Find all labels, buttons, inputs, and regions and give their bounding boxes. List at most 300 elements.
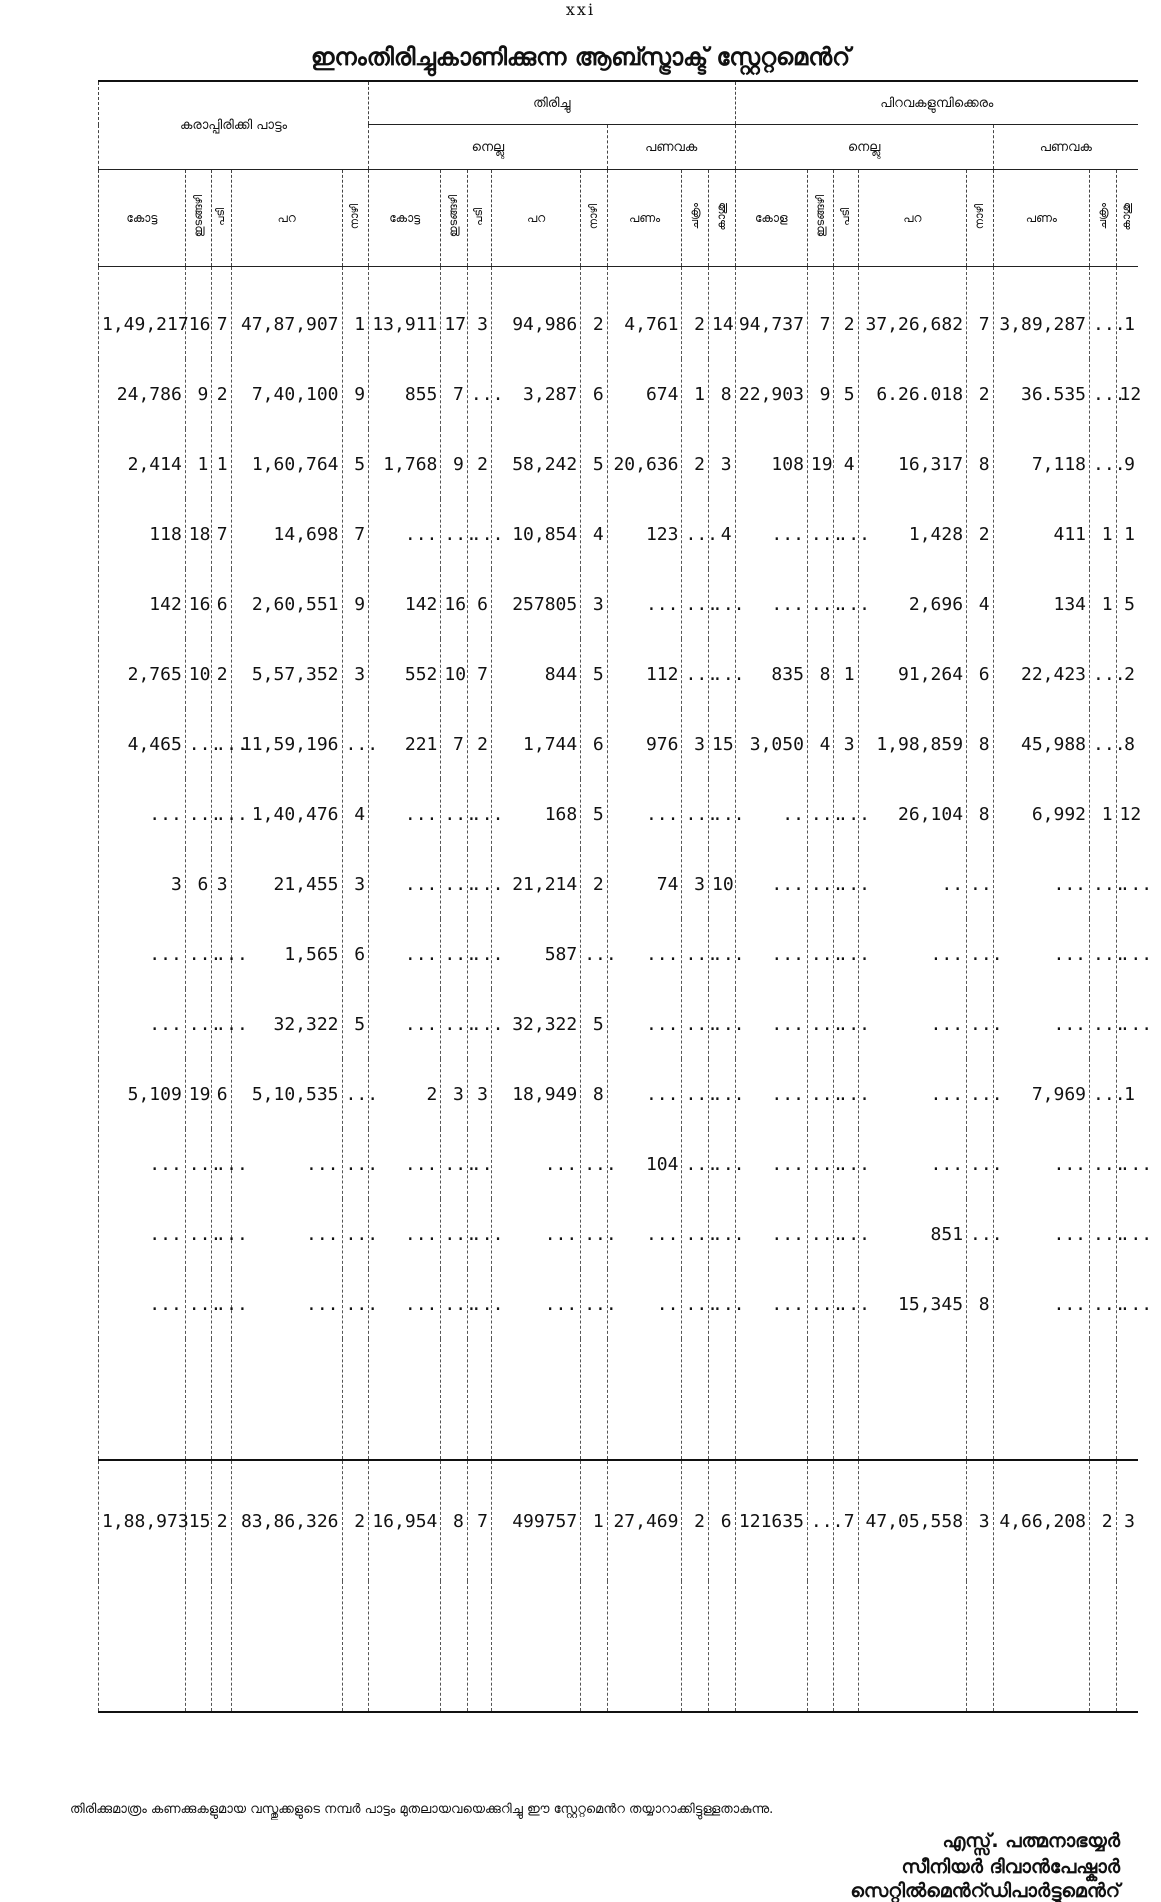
table-cell: ... [967, 1059, 994, 1129]
table-cell: ... [735, 1199, 807, 1269]
table-cell [369, 1339, 441, 1460]
table-cell: ... [1090, 639, 1117, 709]
header-kola: കോള [735, 170, 807, 267]
table-row [99, 359, 1139, 429]
table-cell: 7 [212, 499, 231, 569]
table-cell: ... [993, 1199, 1089, 1269]
table-cell: ... [369, 1129, 441, 1199]
table-cell: ... [834, 989, 858, 1059]
table-cell: ... [467, 499, 491, 569]
table-cell: 9 [1116, 429, 1138, 499]
table-cell: 6 [212, 569, 231, 639]
table-cell: 6 [967, 639, 994, 709]
table-cell: 16 [185, 267, 212, 360]
table-cell [682, 1581, 709, 1712]
table-cell: ... [807, 849, 834, 919]
table-cell: 8 [807, 639, 834, 709]
table-cell: 5,57,352 [231, 639, 342, 709]
table-cell: 499757 [492, 1460, 581, 1581]
table-cell: ... [231, 1199, 342, 1269]
table-cell: 1,49,217 [99, 267, 186, 360]
table-row [99, 779, 1139, 849]
table-cell: ... [1090, 267, 1117, 360]
table-cell: 168 [492, 779, 581, 849]
table-row [99, 499, 1139, 569]
table-cell: ... [834, 569, 858, 639]
table-cell: ... [441, 1129, 468, 1199]
table-cell: 58,242 [492, 429, 581, 499]
table-cell: ... [1090, 1129, 1117, 1199]
table-row [99, 989, 1139, 1059]
table-cell: 2 [1090, 1460, 1117, 1581]
table-cell: ... [967, 1129, 994, 1199]
table-cell: 74 [607, 849, 682, 919]
table-cell [858, 1581, 967, 1712]
table-cell: ... [185, 709, 212, 779]
table-cell: 1,40,476 [231, 779, 342, 849]
table-cell: 12 [1116, 359, 1138, 429]
table-cell: 6 [185, 849, 212, 919]
table-cell: ... [492, 1129, 581, 1199]
table-cell: 844 [492, 639, 581, 709]
table-cell: ... [858, 1129, 967, 1199]
table-cell: 552 [369, 639, 441, 709]
table-cell: ... [467, 1199, 491, 1269]
table-cell: 8 [581, 1059, 608, 1129]
table-cell: 11,59,196 [231, 709, 342, 779]
table-cell: 221 [369, 709, 441, 779]
table-row [99, 919, 1139, 989]
table-cell: 142 [99, 569, 186, 639]
header-kotta: കോട്ട [99, 170, 186, 267]
table-cell: ... [807, 1059, 834, 1129]
table-cell: 9 [342, 359, 369, 429]
table-cell: 835 [735, 639, 807, 709]
table-row [99, 1129, 1139, 1199]
table-cell: ... [735, 1059, 807, 1129]
table-cell [607, 1581, 682, 1712]
table-cell: 2,414 [99, 429, 186, 499]
table-cell [231, 1581, 342, 1712]
table-cell: 587 [492, 919, 581, 989]
table-cell: 1 [682, 359, 709, 429]
table-cell: 142 [369, 569, 441, 639]
table-cell: .. [858, 849, 967, 919]
table-cell: ... [807, 1199, 834, 1269]
table-cell [735, 1581, 807, 1712]
table-cell: 7 [441, 359, 468, 429]
table-cell: 1 [1090, 569, 1117, 639]
table-cell: ... [1090, 1199, 1117, 1269]
table-cell: .. [735, 779, 807, 849]
header-para: പറ [858, 170, 967, 267]
table-cell [682, 1339, 709, 1460]
table-cell: 21,455 [231, 849, 342, 919]
table-cell: 32,322 [492, 989, 581, 1059]
table-cell: ... [1116, 989, 1138, 1059]
table-cell: ... [212, 709, 231, 779]
table-cell: 3 [342, 639, 369, 709]
spacer-row [99, 1339, 1139, 1460]
table-cell [441, 1339, 468, 1460]
table-cell: ... [441, 1269, 468, 1339]
ledger-body [99, 267, 1153, 1713]
table-cell: ... [212, 919, 231, 989]
table-cell: ... [212, 779, 231, 849]
table-cell: ... [682, 1269, 709, 1339]
table-cell: 2 [342, 1460, 369, 1581]
table-cell: ... [185, 1129, 212, 1199]
table-cell: 7 [342, 499, 369, 569]
table-cell: 2 [682, 267, 709, 360]
table-cell: 6 [581, 359, 608, 429]
table-cell: 2 [212, 1460, 231, 1581]
table-cell: ... [682, 1059, 709, 1129]
table-cell [709, 1581, 736, 1712]
header-idangazhi: ഇടങ്ങഴി [441, 170, 468, 267]
table-cell [993, 1339, 1089, 1460]
table-cell [212, 1339, 231, 1460]
table-cell: ... [185, 1199, 212, 1269]
table-cell: 47,87,907 [231, 267, 342, 360]
table-cell: ... [735, 499, 807, 569]
table-cell: 94,737 [735, 267, 807, 360]
table-cell: 4 [834, 429, 858, 499]
table-cell: ... [441, 499, 468, 569]
table-cell: 1 [1090, 779, 1117, 849]
table-cell [993, 1581, 1089, 1712]
table-cell: 5,109 [99, 1059, 186, 1129]
table-cell [231, 1339, 342, 1460]
footnote: തിരിക്കുമാത്രം കണക്കുകളുമായ വസ്തുക്കളുടെ നമ്പർ പാട്ടം മുതലായവയെക്കുറിച്ചു ഈ സ്റ്റേറ്റമെൻറ തയ്യാറാക്കിട്ടുള്ളതാകുന്നു. [70, 1802, 774, 1817]
table-cell: 16 [185, 569, 212, 639]
header-idangazhi: ഇടങ്ങഴി [185, 170, 212, 267]
table-cell [967, 1581, 994, 1712]
table-cell: 5 [581, 429, 608, 499]
header-para: പറ [231, 170, 342, 267]
table-cell: 5 [581, 989, 608, 1059]
table-cell: ... [834, 1269, 858, 1339]
header-group-karappirikki: കരാപ്പിരിക്കി പാട്ടം [99, 81, 369, 170]
table-cell: .. [607, 1269, 682, 1339]
table-cell: ... [682, 989, 709, 1059]
table-cell [834, 1339, 858, 1460]
table-cell [1090, 1339, 1117, 1460]
table-cell: ... [967, 919, 994, 989]
table-cell: ... [709, 1269, 736, 1339]
table-cell: ... [807, 779, 834, 849]
table-cell: 3 [682, 849, 709, 919]
table-cell: 1 [1116, 1059, 1138, 1129]
signature-name: എസ്സ്. പത്മനാഭയ്യർ [942, 1830, 1120, 1852]
table-cell: ... [369, 989, 441, 1059]
table-cell: ... [1090, 359, 1117, 429]
table-cell: ... [99, 989, 186, 1059]
table-cell: ... [581, 919, 608, 989]
table-cell: 1,60,764 [231, 429, 342, 499]
table-cell [967, 1339, 994, 1460]
table-cell: ... [682, 639, 709, 709]
table-cell: 4,465 [99, 709, 186, 779]
table-cell: 112 [607, 639, 682, 709]
table-cell: 12 [1116, 779, 1138, 849]
table-cell: ... [709, 639, 736, 709]
table-cell: 5 [342, 989, 369, 1059]
table-cell: ... [99, 1269, 186, 1339]
table-cell: 123 [607, 499, 682, 569]
table-cell: ... [682, 569, 709, 639]
table-cell: 2 [369, 1059, 441, 1129]
table-cell: ... [212, 1199, 231, 1269]
table-row [99, 1269, 1139, 1339]
table-cell: ... [858, 1059, 967, 1129]
table-cell: ... [1116, 919, 1138, 989]
table-cell: 24,786 [99, 359, 186, 429]
header-idangazhi: ഇടങ്ങഴി [807, 170, 834, 267]
table-cell: ... [682, 1199, 709, 1269]
table-cell: 47,05,558 [858, 1460, 967, 1581]
table-cell: ... [993, 1269, 1089, 1339]
table-cell: 6 [467, 569, 491, 639]
table-cell: ... [834, 849, 858, 919]
table-cell: ... [858, 989, 967, 1059]
table-tail [99, 1581, 1139, 1712]
table-cell: 16 [441, 569, 468, 639]
table-cell: ... [682, 779, 709, 849]
table-cell: 8 [1116, 709, 1138, 779]
table-cell: ... [807, 1460, 834, 1581]
table-cell: ... [709, 1199, 736, 1269]
table-cell: 3 [441, 1059, 468, 1129]
table-cell: 1,98,859 [858, 709, 967, 779]
table-cell: ... [467, 849, 491, 919]
table-cell: 7,40,100 [231, 359, 342, 429]
table-cell: 674 [607, 359, 682, 429]
table-cell: 7 [967, 267, 994, 360]
header-sub-nellu-b: നെല്ലു [369, 125, 608, 170]
header-kasu: കാശു [1116, 170, 1138, 267]
table-cell: ... [807, 1129, 834, 1199]
table-cell [581, 1339, 608, 1460]
table-cell: 257805 [492, 569, 581, 639]
table-cell: 2,60,551 [231, 569, 342, 639]
table-cell: 5 [1116, 569, 1138, 639]
table-cell: 18,949 [492, 1059, 581, 1129]
table-cell: 1 [342, 267, 369, 360]
table-cell: ... [369, 1199, 441, 1269]
table-cell: 3 [709, 429, 736, 499]
table-cell: 8 [967, 1269, 994, 1339]
table-cell: 14,698 [231, 499, 342, 569]
header-padi: പടി [834, 170, 858, 267]
page-title: ഇനംതിരിച്ചുകാണിക്കുന്ന ആബ്സ്ട്രാക്ട് സ്റ്റേറ്റമെൻറ് [310, 42, 851, 71]
table-cell: 5 [342, 429, 369, 499]
table-cell: ... [581, 1269, 608, 1339]
table-cell: ... [807, 499, 834, 569]
table-cell: 3,287 [492, 359, 581, 429]
header-nazhi: നാഴി [967, 170, 994, 267]
table-cell: 4,761 [607, 267, 682, 360]
table-cell: 7 [467, 1460, 491, 1581]
table-cell: 94,986 [492, 267, 581, 360]
table-cell: 2 [834, 267, 858, 360]
table-cell: 83,86,326 [231, 1460, 342, 1581]
table-cell: ... [709, 989, 736, 1059]
table-cell: 6 [709, 1460, 736, 1581]
table-cell: 4 [807, 709, 834, 779]
table-cell: 2,765 [99, 639, 186, 709]
table-cell: ... [1116, 849, 1138, 919]
table-cell: 855 [369, 359, 441, 429]
table-cell: ... [1090, 849, 1117, 919]
table-cell: ... [467, 779, 491, 849]
table-cell: 9 [185, 359, 212, 429]
table-cell: 411 [993, 499, 1089, 569]
table-cell: ... [581, 1129, 608, 1199]
table-cell: ... [467, 989, 491, 1059]
table-cell: 2 [967, 359, 994, 429]
table-cell [1116, 1339, 1138, 1460]
header-panam: പണം [607, 170, 682, 267]
table-row [99, 849, 1139, 919]
table-cell: ... [441, 779, 468, 849]
table-cell: .. [467, 1129, 491, 1199]
table-cell [1116, 1581, 1138, 1712]
table-cell: ... [735, 989, 807, 1059]
table-cell: 16,954 [369, 1460, 441, 1581]
table-cell: 10 [441, 639, 468, 709]
table-cell: ... [607, 919, 682, 989]
table-cell: 4 [342, 779, 369, 849]
table-cell: 15,345 [858, 1269, 967, 1339]
table-cell: ... [185, 1269, 212, 1339]
header-group-piravakal: പിറവകളുമ്പിക്കെരം [735, 81, 1138, 125]
page-number: xxi [565, 0, 596, 19]
table-cell: ... [467, 1269, 491, 1339]
table-cell: ... [993, 989, 1089, 1059]
table-cell: ... [607, 779, 682, 849]
table-cell [342, 1581, 369, 1712]
table-cell: 5 [581, 639, 608, 709]
table-cell [1090, 1581, 1117, 1712]
table-cell: 1,428 [858, 499, 967, 569]
table-cell: 27,469 [607, 1460, 682, 1581]
header-kotta: കോട്ട [369, 170, 441, 267]
table-row [99, 1059, 1139, 1129]
table-cell: 10 [185, 639, 212, 709]
table-cell: ... [212, 1269, 231, 1339]
table-cell: ... [1090, 919, 1117, 989]
table-cell: ... [709, 919, 736, 989]
table-cell: 22,903 [735, 359, 807, 429]
table-cell: .. [967, 849, 994, 919]
header-sub-panavaka-c: പണവക [993, 125, 1138, 170]
table-cell: ... [441, 849, 468, 919]
table-cell: 22,423 [993, 639, 1089, 709]
table-cell: ... [607, 1199, 682, 1269]
table-cell: 1 [1116, 499, 1138, 569]
table-cell: ... [212, 989, 231, 1059]
table-cell: ... [231, 1269, 342, 1339]
table-cell: 104 [607, 1129, 682, 1199]
table-cell: 32,322 [231, 989, 342, 1059]
table-cell: ... [441, 919, 468, 989]
table-cell: ... [709, 1059, 736, 1129]
table-cell: 2 [467, 709, 491, 779]
table-cell: 6 [581, 709, 608, 779]
table-cell: 8 [967, 779, 994, 849]
table-cell: 108 [735, 429, 807, 499]
table-cell: ... [834, 1129, 858, 1199]
table-cell: 13,911 [369, 267, 441, 360]
header-kasu: കാശു [709, 170, 736, 267]
table-cell: ... [735, 849, 807, 919]
table-cell [185, 1339, 212, 1460]
table-row [99, 639, 1139, 709]
header-padi: പടി [212, 170, 231, 267]
table-cell: 10,854 [492, 499, 581, 569]
table-cell: 37,26,682 [858, 267, 967, 360]
table-cell: ... [735, 1269, 807, 1339]
table-cell: 20,636 [607, 429, 682, 499]
signature-office: സെറ്റിൽമെൻറ്ഡിപാർട്ടുമെൻറ് [850, 1880, 1120, 1902]
table-cell: 8 [441, 1460, 468, 1581]
table-cell: ... [607, 989, 682, 1059]
table-cell: 19 [807, 429, 834, 499]
table-cell [467, 1339, 491, 1460]
table-cell: ... [492, 1199, 581, 1269]
header-sub-nellu-c: നെല്ലു [735, 125, 993, 170]
table-cell: ... [735, 569, 807, 639]
table-cell: 6 [212, 1059, 231, 1129]
table-cell: 2 [581, 267, 608, 360]
table-cell: 2 [682, 1460, 709, 1581]
table-cell: 91,264 [858, 639, 967, 709]
header-nazhi: നാഴി [342, 170, 369, 267]
table-cell: 19 [185, 1059, 212, 1129]
table-cell: 7 [467, 639, 491, 709]
table-cell: 7 [212, 267, 231, 360]
table-cell [441, 1581, 468, 1712]
table-row [99, 569, 1139, 639]
table-cell: ... [99, 779, 186, 849]
table-row [99, 1199, 1139, 1269]
table-cell: 16,317 [858, 429, 967, 499]
table-cell: 3,89,287 [993, 267, 1089, 360]
table-cell: ... [231, 1129, 342, 1199]
table-cell: 1,768 [369, 429, 441, 499]
table-cell: 10 [709, 849, 736, 919]
table-cell: 5,10,535 [231, 1059, 342, 1129]
table-cell: 6.26.018 [858, 359, 967, 429]
table-cell: ... [369, 1269, 441, 1339]
header-para: പറ [492, 170, 581, 267]
table-cell: 1 [1090, 499, 1117, 569]
table-cell: 4,66,208 [993, 1460, 1089, 1581]
table-cell: 7 [441, 709, 468, 779]
table-cell: ... [185, 779, 212, 849]
table-cell: ... [369, 499, 441, 569]
table-cell: 9 [807, 359, 834, 429]
table-cell: 1 [1116, 267, 1138, 360]
table-cell: 2 [212, 359, 231, 429]
table-cell: 9 [441, 429, 468, 499]
table-cell [709, 1339, 736, 1460]
table-cell: 2 [581, 849, 608, 919]
table-row [99, 709, 1139, 779]
table-cell: ... [735, 919, 807, 989]
header-sub-panavaka-b: പണവക [607, 125, 735, 170]
